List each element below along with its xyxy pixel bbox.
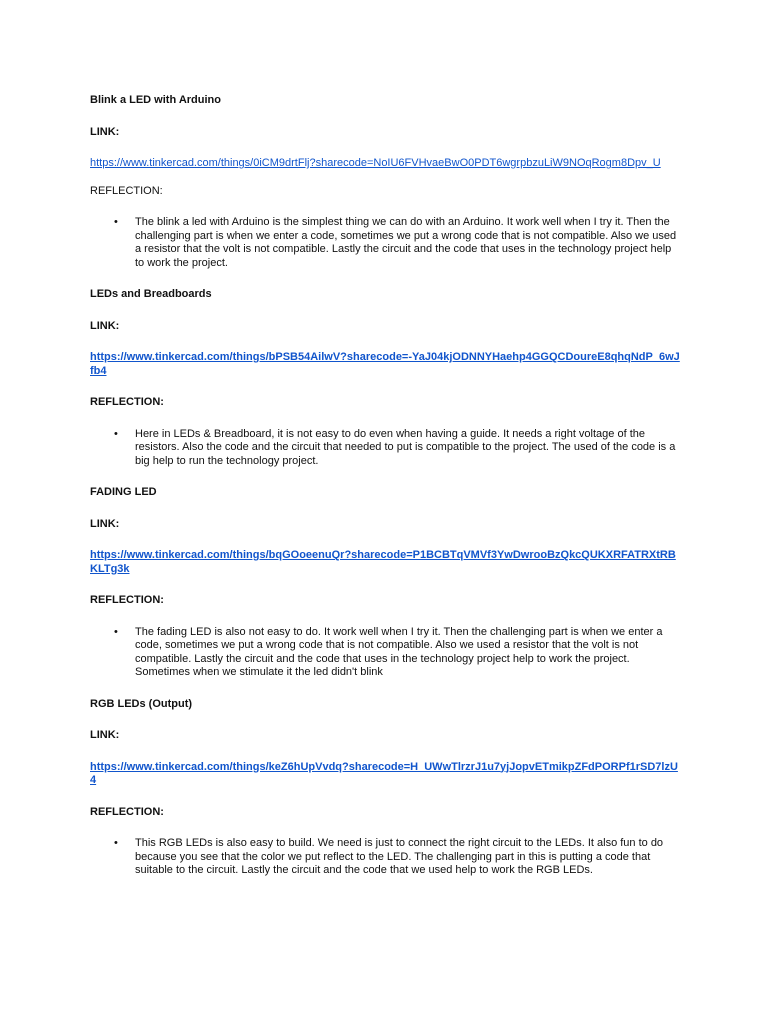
list-item xyxy=(90,216,680,270)
tinkercad-link[interactable]: https://www.tinkercad.com/things/bqGOoeenuQr?sharecode=P1BCBTqVMVf3YwDwrooBzQkcQUKXRFATRXtRBKLTg3k xyxy=(90,549,676,575)
reflection-label: REFLECTION: xyxy=(90,805,164,818)
document-page xyxy=(90,94,690,896)
section-heading: RGB LEDs (Output) xyxy=(90,697,193,710)
reflection-list xyxy=(90,837,690,878)
bullet-icon: • xyxy=(114,427,118,440)
section-heading: LEDs and Breadboards xyxy=(90,288,212,300)
bullet-icon: • xyxy=(114,216,118,228)
reflection-label: REFLECTION: xyxy=(90,594,164,606)
tinkercad-link[interactable]: https://www.tinkercad.com/things/bPSB54AilwV?sharecode=-YaJ04kjODNNYHaehp4GGQCDoureE8qhqNdP_6wJfb4 xyxy=(90,351,680,377)
section-rgb-leds xyxy=(90,698,690,878)
bullet-icon: • xyxy=(114,837,118,849)
list-item xyxy=(90,428,680,469)
reflection-text: Here in LEDs & Breadboard, it is not easy to do even when having a guide. It needs a right voltage of the resistors. Also the code and the circuit that needed to put is compatible to the project. The used of the code is a big help to run the technology project. xyxy=(135,427,676,467)
tinkercad-link[interactable]: https://www.tinkercad.com/things/0iCM9drtFlj?sharecode=NoIU6FVHvaeBwO0PDT6wgrpbzuLiW9NOqRogm8Dpv_U xyxy=(90,157,661,169)
link-label: LINK: xyxy=(90,517,120,530)
reflection-list xyxy=(90,626,690,680)
tinkercad-link[interactable]: https://www.tinkercad.com/things/keZ6hUpVvdq?sharecode=H_UWwTlrzrJ1u7yjJopvETmikpZFdPORPf1rSD7lzU4 xyxy=(90,760,678,786)
link-label: LINK: xyxy=(90,729,120,741)
section-leds-breadboards xyxy=(90,288,690,468)
link-label: LINK: xyxy=(90,125,120,138)
reflection-label: REFLECTION: xyxy=(90,184,163,197)
reflection-list xyxy=(90,428,690,469)
section-heading: Blink a LED with Arduino xyxy=(90,94,221,106)
reflection-text: This RGB LEDs is also easy to build. We need is just to connect the right circuit to the LEDs. It also fun to do because you see that the color we put reflect to the LED. The challenging part in this is putting a code that suitable to the circuit. Lastly the circuit and the code that we used help to work the RGB LEDs. xyxy=(135,837,664,876)
reflection-text: The blink a led with Arduino is the simplest thing we can do with an Arduino. It work well when I try it. Then the challenging part is when we enter a code, sometimes we put a wrong code that is not compatible. Also we used a resistor that the volt is not compatible. Lastly the circuit and the code that uses in the technology project help to work the project. xyxy=(135,216,677,269)
list-item xyxy=(90,837,680,878)
link-label: LINK: xyxy=(90,319,120,332)
bullet-icon: • xyxy=(114,625,118,638)
section-heading: FADING LED xyxy=(90,486,157,498)
section-fading-led xyxy=(90,486,690,680)
reflection-label: REFLECTION: xyxy=(90,396,164,408)
list-item xyxy=(90,626,680,680)
reflection-list xyxy=(90,216,690,270)
section-blink-led xyxy=(90,94,690,270)
reflection-text: The fading LED is also not easy to do. It work well when I try it. Then the challenging part is when we enter a code, sometimes we put a wrong code that is not compatible. Also we used a resistor that the volt is not compatible. Lastly the circuit and the code that uses in the technology project help to work the project. Sometimes when we stimulate it the led didn't blink xyxy=(135,625,663,678)
